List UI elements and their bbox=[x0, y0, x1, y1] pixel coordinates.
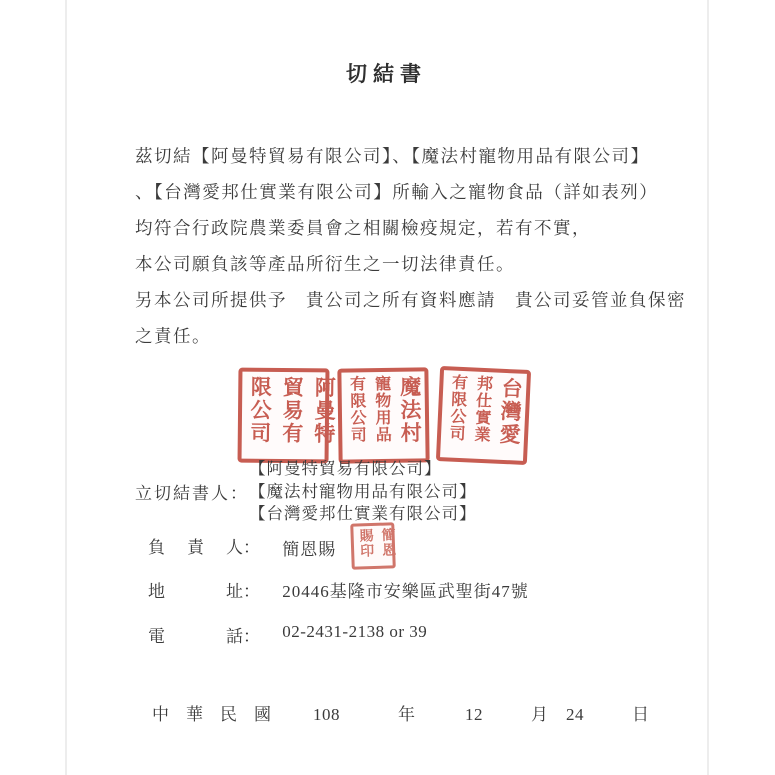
label-char: 責 bbox=[187, 538, 204, 557]
seal-text-column: 台灣愛 bbox=[496, 376, 524, 447]
seal-text-column: 寵物用品 bbox=[372, 374, 391, 444]
responsible-person-label bbox=[148, 533, 260, 558]
date-era: 中 華 民 國 bbox=[152, 705, 271, 724]
company-seal-magic-village bbox=[337, 367, 429, 463]
label-char: 負 bbox=[148, 538, 165, 557]
body-line: 另本公司所提供予 貴公司之所有資料應請 貴公司妥管並負保密 bbox=[135, 290, 686, 310]
declaration-body bbox=[135, 138, 686, 354]
page-right-edge bbox=[707, 0, 709, 775]
phone-value: 02-2431-2138 or 39 bbox=[282, 622, 428, 641]
date-day-unit: 日 bbox=[632, 705, 649, 724]
declarant-label: 立切結書人： bbox=[135, 484, 249, 504]
company-seal-amante bbox=[238, 368, 337, 464]
body-line: 茲切結【阿曼特貿易有限公司】、【魔法村寵物用品有限公司】 bbox=[135, 146, 650, 166]
date-line bbox=[152, 700, 649, 725]
phone-label bbox=[148, 622, 260, 647]
responsible-person-name: 簡恩賜 bbox=[282, 539, 337, 559]
date-month: 12 bbox=[465, 705, 483, 724]
seal-text-column: 邦仕實業 bbox=[471, 374, 492, 444]
responsible-person-row bbox=[148, 527, 395, 569]
seal-text-column: 阿曼特 bbox=[311, 376, 337, 446]
phone-row bbox=[148, 622, 427, 647]
declarant-company: 【台灣愛邦仕實業有限公司】 bbox=[249, 504, 477, 523]
label-char: 地 bbox=[148, 582, 165, 601]
company-seal-row bbox=[238, 368, 529, 463]
date-year-unit: 年 bbox=[398, 705, 415, 724]
date-year: 108 bbox=[313, 705, 340, 724]
label-char: 人： bbox=[226, 538, 260, 557]
declarant-company: 【魔法村寵物用品有限公司】 bbox=[249, 481, 477, 501]
body-line: 均符合行政院農業委員會之相關檢疫規定，若有不實， bbox=[135, 218, 591, 238]
address-label bbox=[148, 577, 260, 602]
seal-text-column: 限公司 bbox=[247, 375, 273, 445]
body-line: 之責任。 bbox=[135, 326, 211, 346]
body-line: 、【台灣愛邦仕實業有限公司】所輸入之寵物食品（詳如表列） bbox=[135, 182, 659, 202]
declarant-company: 【阿曼特貿易有限公司】 bbox=[249, 459, 442, 478]
seal-text-column: 有限公司 bbox=[347, 375, 366, 444]
address-row bbox=[148, 577, 529, 602]
seal-text-column: 簡恩 bbox=[378, 527, 395, 558]
date-month-unit: 月 bbox=[531, 705, 548, 724]
page-left-edge bbox=[65, 0, 67, 775]
seal-text-column: 賜印 bbox=[356, 528, 373, 559]
seal-text-column: 魔法村 bbox=[397, 375, 423, 445]
label-char: 址： bbox=[226, 582, 260, 601]
document-title: 切結書 bbox=[346, 62, 427, 86]
declarant-section bbox=[135, 458, 477, 526]
label-char: 電 bbox=[148, 627, 165, 646]
body-line: 本公司願負該等產品所衍生之一切法律責任。 bbox=[135, 254, 515, 274]
address-value: 20446基隆市安樂區武聖街47號 bbox=[282, 582, 529, 601]
company-seal-aibangshi bbox=[436, 366, 531, 465]
declarant-company-list bbox=[249, 458, 477, 526]
personal-name-seal bbox=[350, 522, 396, 570]
seal-text-column: 貿易有 bbox=[279, 375, 305, 446]
date-day: 24 bbox=[566, 705, 584, 724]
label-char: 話： bbox=[226, 627, 260, 646]
seal-text-column: 有限公司 bbox=[446, 373, 467, 443]
